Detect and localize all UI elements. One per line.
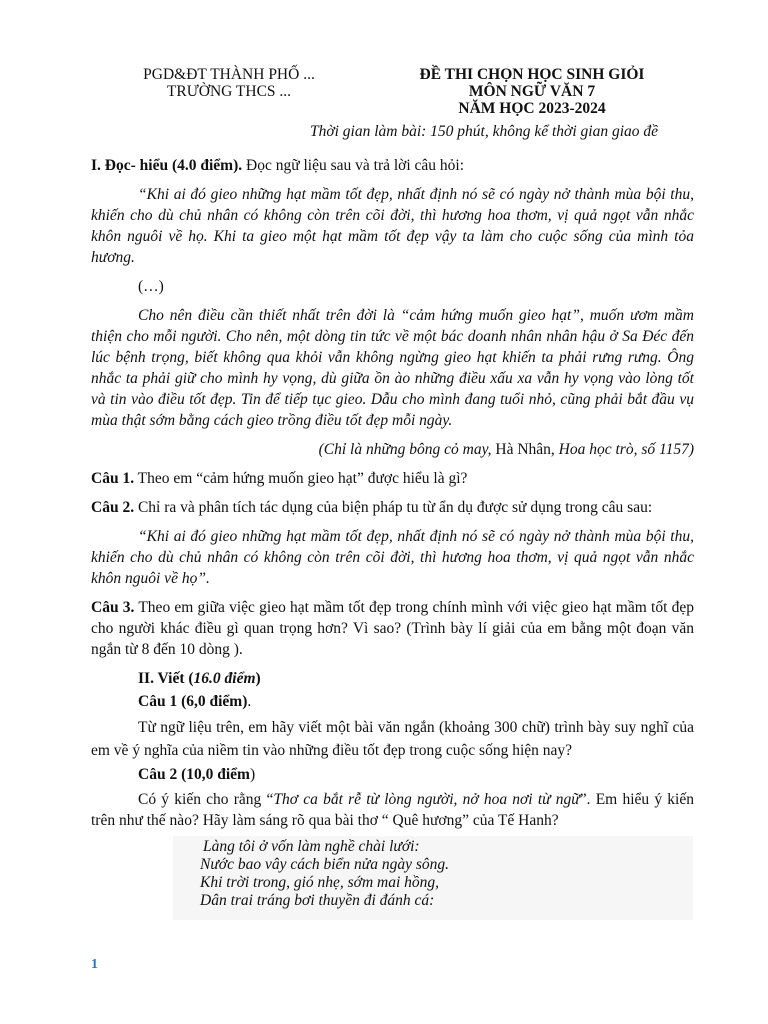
section2-points: 16.0 điểm <box>193 670 256 687</box>
writing-question-1-heading <box>91 691 694 712</box>
poem-line: Làng tôi ở vốn làm nghề chài lưới: <box>203 838 420 855</box>
writing-question-2-label: Câu 2 (10,0 điểm <box>138 766 250 783</box>
section2-heading-start: II. Viết ( <box>138 670 194 687</box>
writing-question-2-paren: ) <box>249 766 256 783</box>
question-1-text: Theo em “cảm hứng muốn gieo hạt” được hiểu là gì? <box>134 470 468 487</box>
passage-paragraph-1: “Khi ai đó gieo những hạt mầm tốt đẹp, nhất định nó sẽ có ngày nở thành mùa bội thu, khiến cho dù chủ nhân có không còn trên cõi đời, thì hương hoa thơm, vị quả ngọt vẫn nhắc khôn nguôi về họ. Khi ta gieo một hạt mầm tốt đẹp vậy ta làm cho cuộc sống của mình tỏa hương. <box>91 186 694 266</box>
passage-source <box>91 439 694 460</box>
writing-question-1-text: Từ ngữ liệu trên, em hãy viết một bài văn ngắn (khoảng 300 chữ) trình bày suy nghĩ của em về ý nghĩa của niềm tin vào những điều tốt đẹp trong cuộc sống hiện nay? <box>91 719 694 759</box>
writing-question-2-text <box>91 789 694 831</box>
school-name: TRƯỜNG THCS ... <box>166 83 292 100</box>
question-2 <box>91 497 694 518</box>
page-number: 1 <box>91 957 98 972</box>
source-title: (Chỉ là những bông cỏ may, <box>318 441 492 458</box>
section1-heading: I. Đọc- hiểu (4.0 điểm). <box>91 157 243 174</box>
passage-paragraph-2: Cho nên điều cần thiết nhất trên đời là “cảm hứng muốn gieo hạt”, muốn ươm mầm thiện cho mỗi người. Cho nên, một dòng tin tức về một bác doanh nhân nhân hậu ở Sa Đéc đến lúc bệnh trọng, biết không qua khỏi vẫn không ngừng gieo hạt khiến ta phải rưng rưng. Ông nhắc ta phải giữ cho mình hy vọng, dù giữa ồn ào những điều xấu xa vẫn hy vọng vào lòng tốt và tin vào điều tốt đẹp. Tin để tiếp tục gieo. Dẫu cho mình đang tuổi nhỏ, cũng phải bắt đầu vụ mùa thật sớm bằng cách gieo trồng điều tốt đẹp mỗi ngày. <box>91 307 694 429</box>
section1-instruction: Đọc ngữ liệu sau và trả lời câu hỏi: <box>242 157 465 174</box>
exam-title <box>392 66 672 117</box>
poem-line: Dân trai tráng bơi thuyền đi đánh cá: <box>200 892 435 909</box>
school-info <box>91 66 367 117</box>
exam-subject: MÔN NGỮ VĂN 7 <box>468 83 596 100</box>
writing-question-2-task: ”. Em hiểu ý kiến trên như thế nào? Hãy làm sáng rõ qua bài thơ “ Quê hương” của Tế Hanh? <box>91 791 694 829</box>
section1-heading-line <box>91 155 694 176</box>
section2-heading-end: ) <box>255 670 261 687</box>
exam-duration: Thời gian làm bài: 150 phút, không kể thời gian giao đề <box>309 123 658 140</box>
question-3 <box>91 597 694 660</box>
question-1-label: Câu 1. <box>91 470 135 487</box>
question-2-quote: “Khi ai đó gieo những hạt mầm tốt đẹp, nhất định nó sẽ có ngày nở thành mùa bội thu, khiến cho dù chủ nhân có không còn trên cõi đời, thì hương hoa thơm, vị quả ngọt vẫn nhắc khôn nguôi về họ”. <box>91 528 694 587</box>
source-publication: Hoa học trò, số 1157) <box>558 441 694 458</box>
writing-question-1-dot: . <box>247 693 252 710</box>
question-3-text: Theo em giữa việc gieo hạt mầm tốt đẹp trong chính mình với việc gieo hạt mầm tốt đẹp cho người khác điều gì quan trọng hơn? Vì sao? (Trình bày lí giải của em bằng một đoạn văn ngắn từ 8 đến 10 dòng ). <box>91 599 694 658</box>
poem-excerpt <box>173 836 693 920</box>
poem-line: Khi trời trong, gió nhẹ, sớm mai hồng, <box>200 874 440 891</box>
passage-ellipsis: (…) <box>138 278 164 295</box>
exam-header <box>91 66 694 117</box>
document-page <box>91 66 694 920</box>
question-2-label: Câu 2. <box>91 499 135 516</box>
exam-year: NĂM HỌC 2023-2024 <box>458 100 606 117</box>
section2-heading <box>91 668 694 689</box>
writing-question-2-quote: Thơ ca bắt rễ từ lòng người, nở hoa nơi từ ngữ <box>273 791 580 808</box>
poem-line: Nước bao vây cách biển nửa ngày sông. <box>200 856 450 873</box>
writing-question-2-intro: Có ý kiến cho rằng “ <box>138 791 274 808</box>
question-3-label: Câu 3. <box>91 599 135 616</box>
source-author: Hà Nhân, <box>491 441 559 458</box>
writing-question-1-label: Câu 1 (6,0 điểm) <box>138 693 248 710</box>
department-name: PGD&ĐT THÀNH PHỐ ... <box>143 66 315 83</box>
question-1 <box>91 468 694 489</box>
question-2-text: Chỉ ra và phân tích tác dụng của biện pháp tu từ ẩn dụ được sử dụng trong câu sau: <box>134 499 653 516</box>
writing-question-2-heading <box>91 764 694 785</box>
exam-title-line: ĐỀ THI CHỌN HỌC SINH GIỎI <box>419 66 645 83</box>
